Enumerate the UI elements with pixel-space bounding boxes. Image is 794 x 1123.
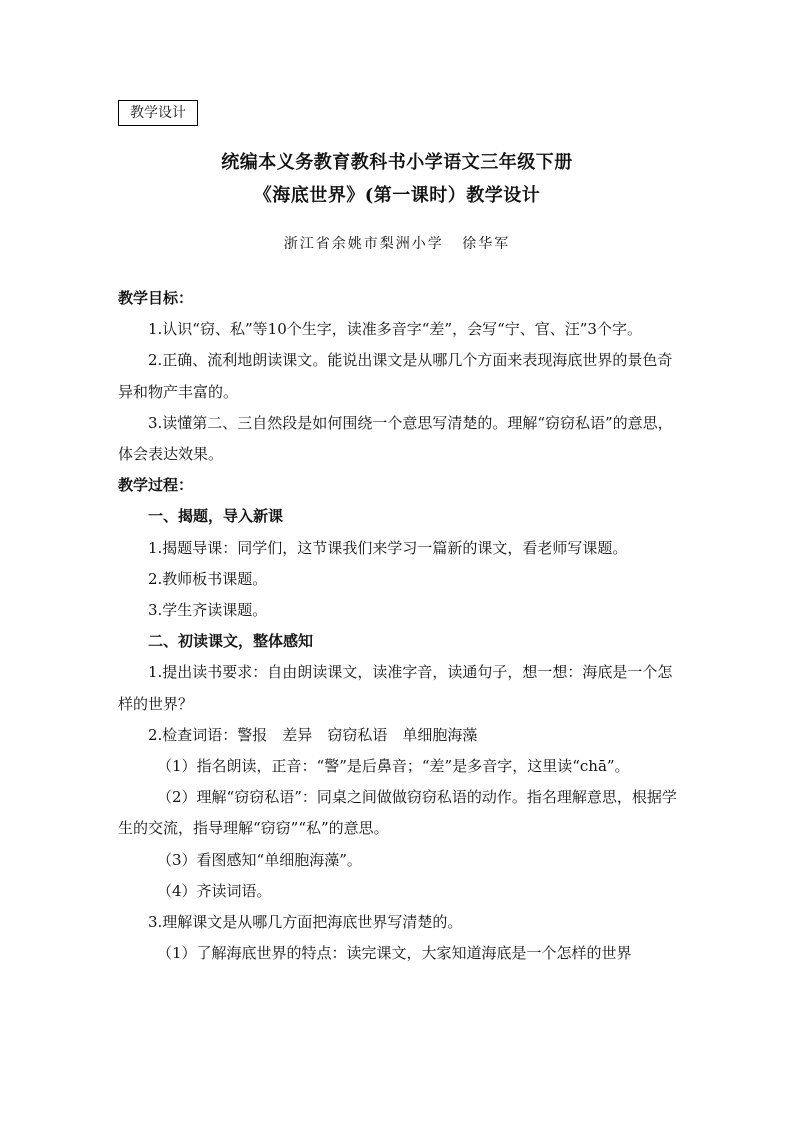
goal-item: 1.认识“窃、私”等10个生字，读准多音字“差”，会写“宁、官、汪”3个字。 — [148, 320, 642, 339]
goal-item: 2.正确、流利地朗读课文。能说出课文是从哪几个方面来表现海底世界的景色奇异和物产丰富的。 — [118, 351, 673, 401]
process-heading: 教学过程： — [118, 476, 194, 495]
goal-item: 3.读懂第二、三自然段是如何围绕一个意思写清楚的。理解“窃窃私语”的意思，体会表达效果。 — [118, 413, 673, 464]
sub-item: （1）指名朗读，正音：“警”是后鼻音；“差”是多音字，这里读“chā”。 — [157, 757, 630, 776]
document-title-line2: 《海底世界》(第一课时）教学设计 — [253, 185, 541, 206]
author-line: 浙江省余姚市梨洲小学 徐华军 — [283, 236, 511, 252]
sub-item: （2）理解“窃窃私语”：同桌之间做做窃窃私语的动作。指名理解意思，根据学生的交流，指导理解“窃窃”“私”的意思。 — [118, 788, 677, 838]
section-item: 2.检查词语：警报 差异 窃窃私语 单细胞海藻 — [148, 725, 478, 744]
sub-item: （1）了解海底世界的特点：读完课文，大家知道海底是一个怎样的世界 — [157, 944, 632, 963]
section-item: 1.揭题导课：同学们，这节课我们来学习一篇新的课文，看老师写课题。 — [148, 538, 628, 557]
section-item: 3.理解课文是从哪几方面把海底世界写清楚的。 — [148, 913, 463, 932]
document-title-line1: 统编本义务教育教科书小学语文三年级下册 — [221, 152, 573, 173]
document-body — [118, 283, 678, 969]
section-item: 2.教师板书课题。 — [148, 569, 268, 588]
goals-heading: 教学目标： — [118, 289, 194, 307]
document-tag: 教学设计 — [118, 100, 198, 126]
section-item: 3.学生齐读课题。 — [148, 601, 268, 620]
section-heading: 一、揭题，导入新课 — [148, 507, 284, 526]
sub-item: （4）齐读词语。 — [157, 881, 272, 900]
section-item: 1.提出读书要求：自由朗读课文，读准字音，读通句子，想一想：海底是一个怎样的世界？ — [118, 663, 673, 713]
sub-item: （3）看图感知“单细胞海藻”。 — [157, 850, 362, 869]
section-heading: 二、初读课文，整体感知 — [148, 632, 314, 651]
